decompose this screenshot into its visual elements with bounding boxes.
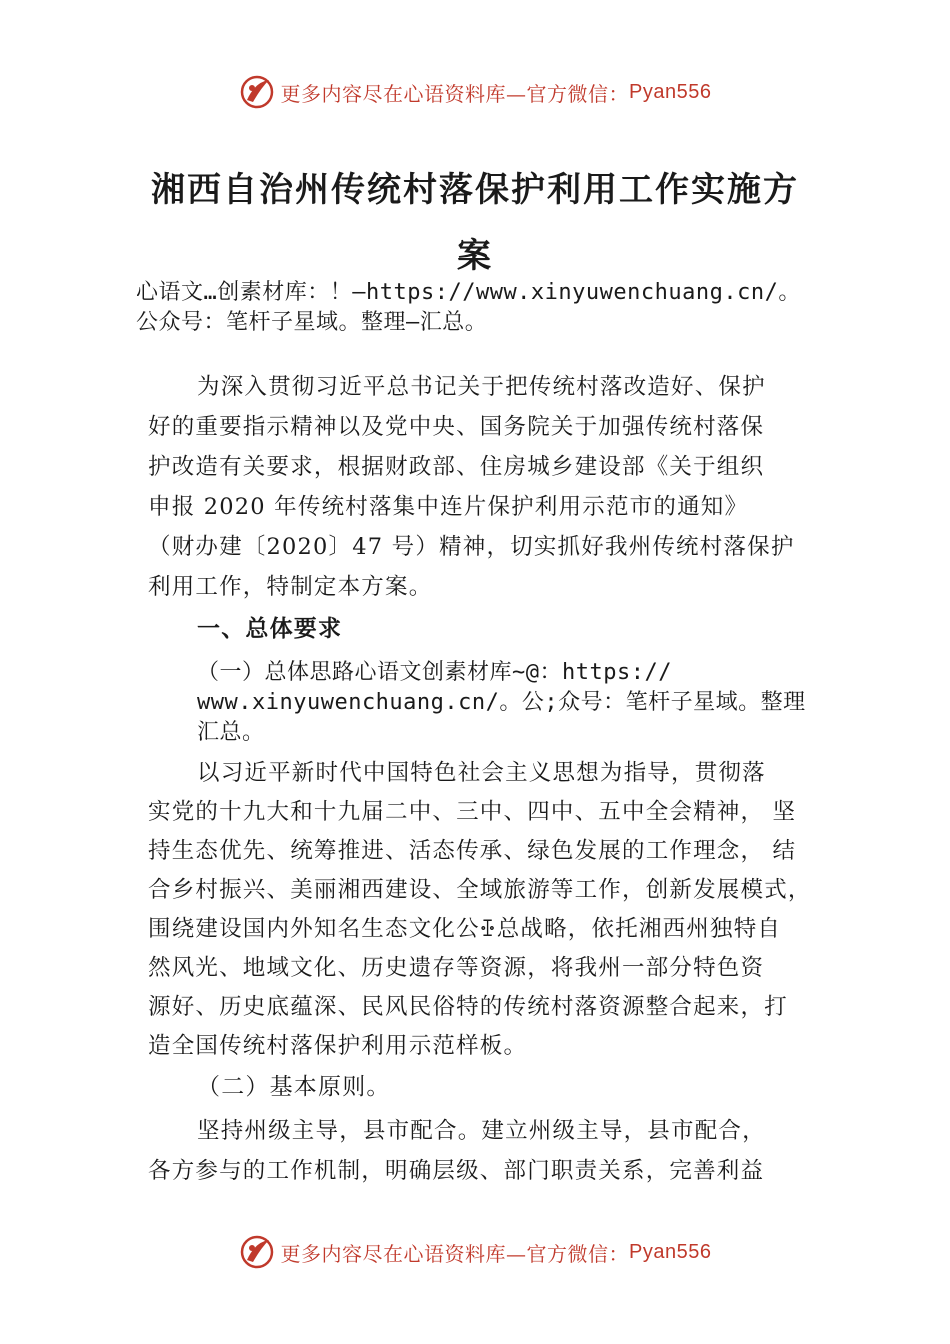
subsection-heading-line: （一）总体思路心语文创素材库~@：https:// [197,660,672,685]
intro-line: 护改造有关要求，根据财政部、住房城乡建设部《关于组织 [148,454,765,480]
document-title-line-1: 湘西自治州传统村落保护利用工作实施方 [151,170,799,210]
body-line: 造全国传统村落保护利用示范样板。 [148,1033,528,1059]
banner-text: 更多内容尽在心语资料库—官方微信： [280,81,630,106]
intro-line: 利用工作，特制定本方案。 [148,574,433,600]
banner-wechat-id: Pyan556 [629,1240,712,1263]
intro-line: 好的重要指示精神以及党中央、国务院关于加强传统村落保 [148,414,765,440]
body-line: 实党的十九大和十九届二中、三中、四中、五中全会精神， 坚 [148,799,797,825]
brand-logo-icon [239,74,275,110]
source-note-line: 公众号：笔杆子星域。整理—汇总。 [136,310,488,335]
body-line: 源好、历史底蕴深、民风民俗特的传统村落资源整合起来，打 [148,994,788,1020]
intro-line: （财办建〔2020〕47 号）精神，切实抓好我州传统村落保护 [148,534,795,560]
brand-logo-icon [239,1234,275,1270]
body-line: 坚持州级主导，县市配合。建立州级主导，县市配合， [197,1118,766,1144]
header-banner [0,72,950,112]
subsection-heading-line: www.xinyuwenchuang.cn/。公;众号：笔杆子星域。整理 [197,690,806,715]
body-line: 持生态优先、统筹推进、活态传承、绿色发展的工作理念， 结 [148,838,797,864]
intro-line: 申报 2020 年传统村落集中连片保护利用示范市的通知》 [148,494,749,520]
body-line: 各方参与的工作机制，明确层级、部门职责关系，完善利益 [148,1158,765,1184]
body-line: 合乡村振兴、美丽湘西建设、全域旅游等工作，创新发展模式， [148,877,812,903]
banner-text: 更多内容尽在心语资料库—官方微信： [280,1241,630,1266]
body-line: 以习近平新时代中国特色社会主义思想为指导，贯彻落 [197,760,766,786]
source-note-line: 心语文…创素材库：！—https://www.xinyuwenchuang.cn/。 [136,280,801,305]
banner-wechat-id: Pyan556 [629,80,712,103]
document-title-line-2: 案 [457,236,493,276]
intro-line: 为深入贯彻习近平总书记关于把传统村落改造好、保护 [197,374,766,400]
body-line: 然风光、地域文化、历史遗存等资源，将我州一部分特色资 [148,955,765,981]
footer-banner [0,1232,950,1272]
subsection-heading: （二）基本原则。 [197,1074,391,1100]
body-line: 围绕建设国内外知名生态文化公ꔀ总战略，依托湘西州独特自 [148,916,782,942]
section-heading: 一、总体要求 [197,616,343,642]
subsection-heading-line: 汇总。 [197,720,265,745]
